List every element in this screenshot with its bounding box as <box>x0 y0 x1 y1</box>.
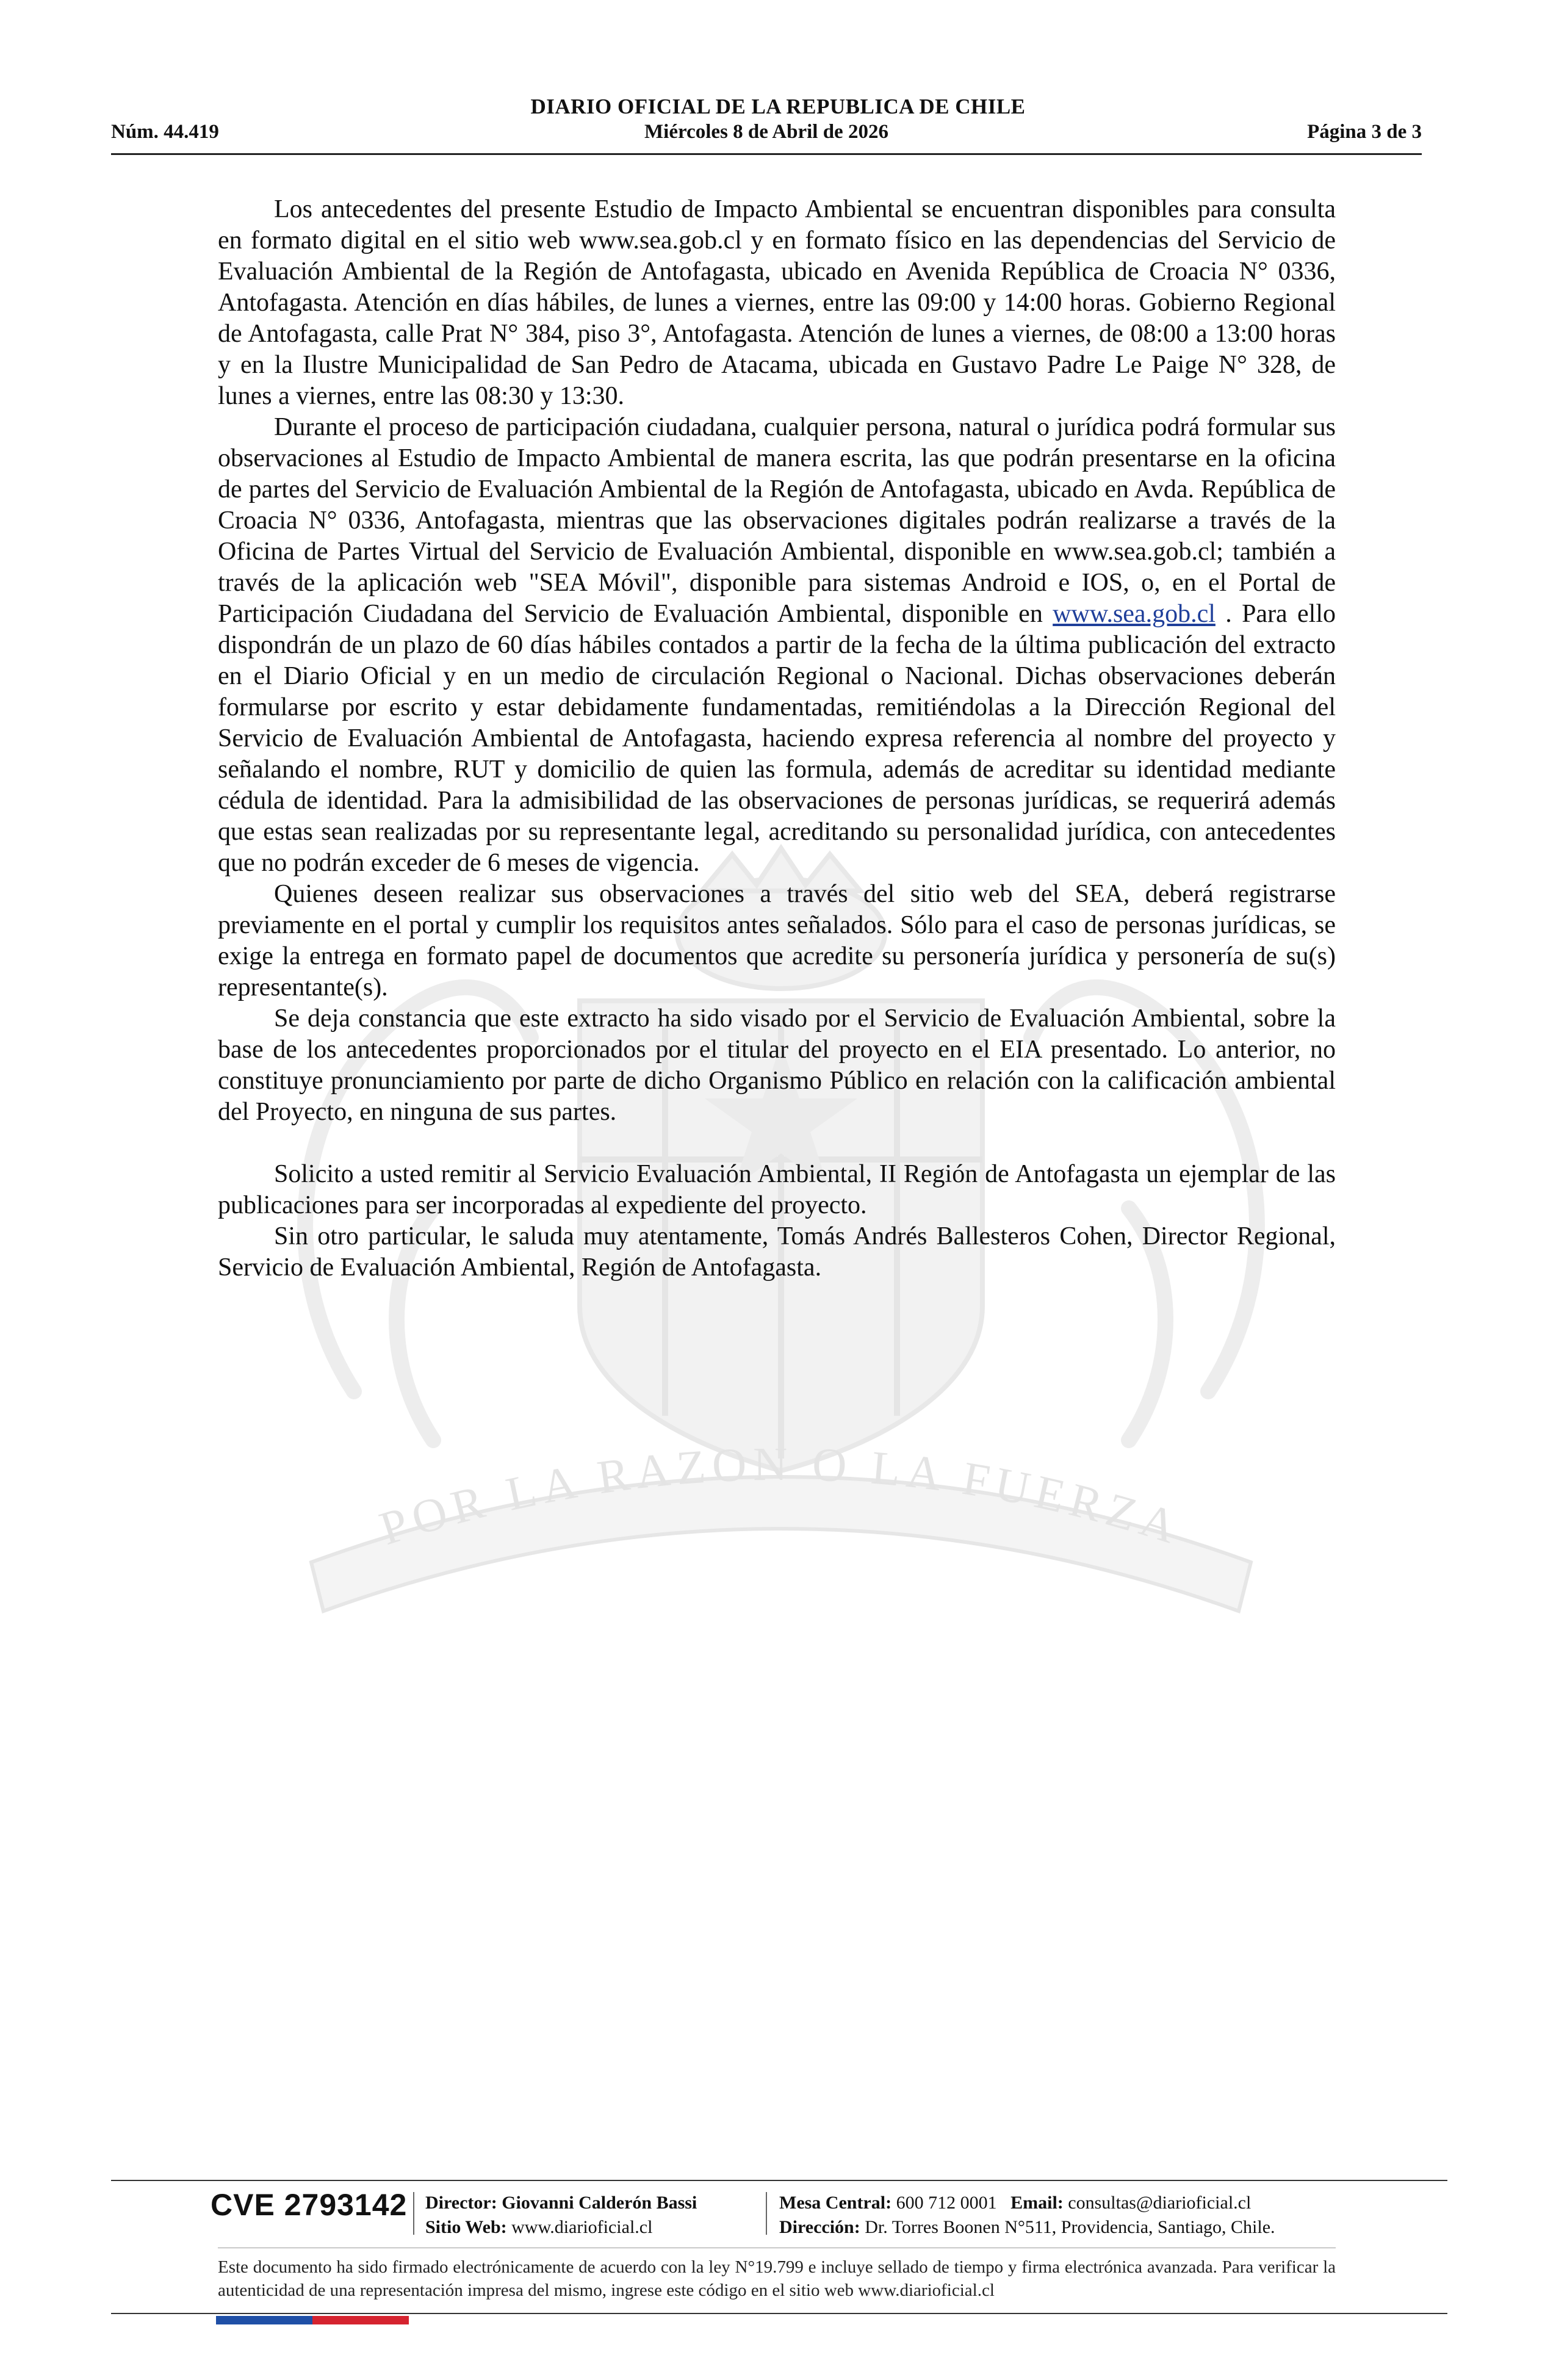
publication-title: DIARIO OFICIAL DE LA REPUBLICA DE CHILE <box>530 95 1026 118</box>
document-body <box>218 194 1336 1283</box>
electronic-signature-note: Este documento ha sido firmado electrónicamente de acuerdo con la ley N°19.799 e incluye sellado de tiempo y firma electrónica avanzada. Para verificar la autenticidad de una representación impresa del mismo, ingrese este código en el sitio web www.diarioficial.cl <box>218 2257 1336 2300</box>
paragraph-constancia: Se deja constancia que este extracto ha sido visado por el Servicio de Evaluación Ambiental, sobre la base de los antecedentes proporcionados por el titular del proyecto en el EIA presentado. Lo anterior, no constituye pronunciamiento por parte de dicho Organismo Público en relación con la calificación ambiental del Proyecto, en ninguna de sus partes. <box>218 1004 1336 1126</box>
email-value[interactable]: consultas@diarioficial.cl <box>1068 2193 1252 2213</box>
paragraph-participacion-text-1: Durante el proceso de participación ciudadana, cualquier persona, natural o jurídica podrá formular sus observaciones al Estudio de Impacto Ambiental de manera escrita, las que podrán presentarse en la oficina de partes del Servicio de Evaluación Ambiental de la Región de Antofagasta, ubicado en Avda. República de Croacia N° 0336, Antofagasta, mientras que las observaciones digitales podrán realizarse a través de la Oficina de Partes Virtual del Servicio de Evaluación Ambiental, disponible en www.sea.gob.cl; también a través de la aplicación web "SEA Móvil", disponible para sistemas Android e IOS, o, en el Portal de Participación Ciudadana del Servicio de Evaluación Ambiental, disponible en <box>218 413 1336 628</box>
issue-number: Núm. 44.419 <box>111 121 219 143</box>
footer-site-line <box>425 2215 697 2240</box>
paragraph-participacion-text-2: . Para ello dispondrán de un plazo de 60 días hábiles contados a partir de la fecha de la última publicación del extracto en el Diario Oficial y en un medio de circulación Regional o Nacional. Dichas observaciones deberán formularse por escrito y estar debidamente fundamentadas, remitiéndolas a la Dirección Regional del Servicio de Evaluación Ambiental de Antofagasta, haciendo expresa referencia al nombre del proyecto y señalando el nombre, RUT y domicilio de quien las formula, además de acreditar su identidad mediante cédula de identidad. Para la admisibilidad de las observaciones de personas jurídicas, se requerirá además que estas sean realizadas por su representante legal, acreditando su personalidad jurídica, con antecedentes que no podrán exceder de 6 meses de vigencia. <box>218 600 1336 877</box>
site-value[interactable]: www.diarioficial.cl <box>511 2217 653 2237</box>
paragraph-registro: Quienes deseen realizar sus observaciones a través del sitio web del SEA, deberá registrarse previamente en el portal y cumplir los requisitos antes señalados. Sólo para el caso de personas jurídicas, se exige la entrega en formato papel de documentos que acredite su personería jurídica y personería de su(s) representante(s). <box>218 880 1336 1001</box>
paragraph-participacion <box>218 412 1336 879</box>
paragraph-solicitud: Solicito a usted remitir al Servicio Evaluación Ambiental, II Región de Antofagasta un ejemplar de las publicaciones para ser incorporadas al expediente del proyecto. <box>218 1160 1336 1219</box>
address-label: Dirección: <box>779 2217 860 2237</box>
footer-separator-1 <box>413 2192 414 2235</box>
footer-contact-block <box>779 2191 1275 2240</box>
footer-address-line <box>779 2215 1275 2240</box>
director-label: Director: <box>425 2193 497 2213</box>
paragraph-antecedentes: Los antecedentes del presente Estudio de Impacto Ambiental se encuentran disponibles para consulta en formato digital en el sitio web www.sea.gob.cl y en formato físico en las dependencias del Servicio de Evaluación Ambiental de la Región de Antofagasta, ubicado en Avenida República de Croacia N° 0336, Antofagasta. Atención en días hábiles, de lunes a viernes, entre las 09:00 y 14:00 horas. Gobierno Regional de Antofagasta, calle Prat N° 384, piso 3°, Antofagasta. Atención de lunes a viernes, de 08:00 a 13:00 horas y en la Ilustre Municipalidad de San Pedro de Atacama, ubicada en Gustavo Padre Le Paige N° 328, de lunes a viernes, entre las 08:30 y 13:30. <box>218 195 1336 410</box>
director-name: Giovanni Calderón Bassi <box>502 2193 697 2213</box>
header-divider <box>111 153 1422 155</box>
watermark-motto: POR LA RAZON O LA FUERZA <box>373 1437 1189 1556</box>
site-label: Sitio Web: <box>425 2217 507 2237</box>
address-value: Dr. Torres Boonen N°511, Providencia, Santiago, Chile. <box>865 2217 1275 2237</box>
cve-code: CVE 2793142 <box>211 2188 408 2222</box>
flag-bar-red <box>312 2316 409 2324</box>
sea-website-link[interactable]: www.sea.gob.cl <box>1053 600 1216 628</box>
footer-separator-2 <box>766 2192 767 2235</box>
issue-date: Miércoles 8 de Abril de 2026 <box>644 121 888 143</box>
page-indicator: Página 3 de 3 <box>1307 121 1422 143</box>
footer-director-line <box>425 2191 697 2215</box>
footer-bottom-divider <box>111 2313 1447 2314</box>
header-row <box>111 121 1422 148</box>
footer-top-divider <box>111 2180 1447 2181</box>
paragraph-despedida: Sin otro particular, le saluda muy atentamente, Tomás Andrés Ballesteros Cohen, Director Regional, Servicio de Evaluación Ambiental, Región de Antofagasta. <box>218 1222 1336 1282</box>
email-label: Email: <box>1010 2193 1064 2213</box>
flag-bar-blue <box>216 2316 312 2324</box>
footer-contact-line <box>779 2191 1275 2215</box>
footer-director-block <box>425 2191 697 2240</box>
mesa-value: 600 712 0001 <box>896 2193 997 2213</box>
mesa-label: Mesa Central: <box>779 2193 892 2213</box>
